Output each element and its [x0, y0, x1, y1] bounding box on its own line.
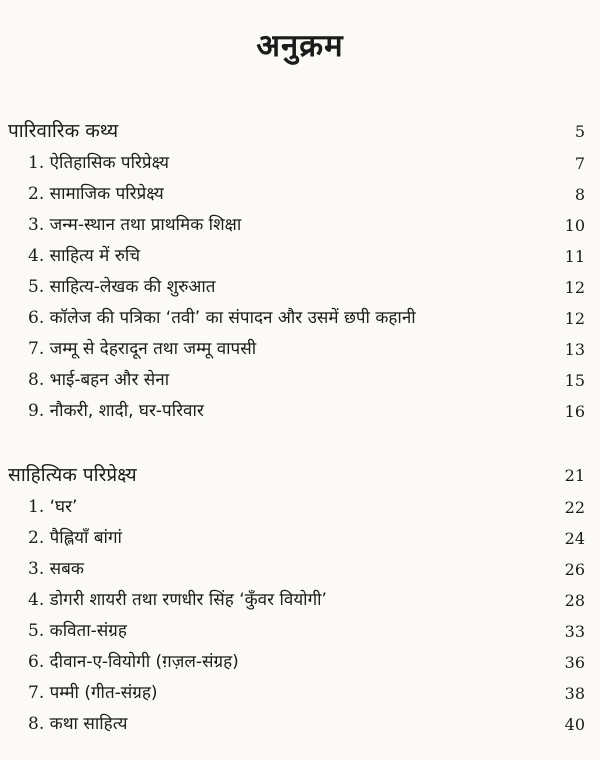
entry-title: भाई-बहन और सेना — [49, 370, 170, 390]
entry-title: साहित्य में रुचि — [49, 246, 141, 266]
section-heading-row — [0, 459, 600, 492]
toc-entry — [0, 272, 600, 303]
entry-page-number: 10 — [564, 216, 585, 235]
entry-title: ऐतिहासिक परिप्रेक्ष्य — [49, 153, 170, 173]
entry-number: 3. — [28, 215, 45, 235]
entry-page-number: 12 — [564, 278, 585, 297]
toc-entry — [0, 365, 600, 396]
toc-entry — [0, 678, 600, 709]
entry-page-number: 15 — [564, 371, 585, 390]
entry-page-number: 26 — [564, 560, 585, 579]
entry-page-number: 28 — [564, 591, 585, 610]
entry-number: 1. — [28, 153, 45, 173]
section-family — [0, 115, 600, 427]
toc-entry — [0, 179, 600, 210]
toc-entry — [0, 554, 600, 585]
entry-number: 1. — [28, 497, 45, 517]
entry-page-number: 7 — [574, 154, 585, 173]
entry-title: कविता-संग्रह — [49, 621, 127, 641]
section-heading: साहित्यिक परिप्रेक्ष्य — [8, 464, 137, 486]
toc-entry — [0, 241, 600, 272]
entry-number: 7. — [28, 683, 45, 703]
page-title: अनुक्रम — [256, 28, 344, 64]
entry-page-number: 11 — [564, 247, 585, 266]
entry-title: सबक — [49, 559, 84, 579]
entry-number: 4. — [28, 590, 45, 610]
entry-page-number: 40 — [564, 715, 585, 734]
entry-page-number: 16 — [564, 402, 585, 421]
toc-entry — [0, 303, 600, 334]
entry-page-number: 36 — [564, 653, 585, 672]
entry-title: जम्मू से देहरादून तथा जम्मू वापसी — [49, 339, 257, 359]
entry-title: जन्म-स्थान तथा प्राथमिक शिक्षा — [49, 215, 242, 235]
entry-number: 4. — [28, 246, 45, 266]
entry-number: 8. — [28, 370, 45, 390]
section-page-number: 21 — [564, 466, 585, 485]
entry-title: सामाजिक परिप्रेक्ष्य — [49, 184, 164, 204]
entry-title: डोगरी शायरी तथा रणधीर सिंह ‘कुँवर वियोगी’ — [49, 590, 327, 610]
toc-entry — [0, 647, 600, 678]
entry-number: 6. — [28, 308, 45, 328]
entry-page-number: 12 — [564, 309, 585, 328]
toc-entry — [0, 523, 600, 554]
entry-number: 7. — [28, 339, 45, 359]
toc-entry — [0, 616, 600, 647]
toc-entry — [0, 709, 600, 740]
entry-title: दीवान-ए-वियोगी (ग़ज़ल-संग्रह) — [49, 652, 239, 672]
entry-number: 3. — [28, 559, 45, 579]
section-page-number: 5 — [574, 122, 585, 141]
toc-entry — [0, 396, 600, 427]
entry-title: पम्मी (गीत-संग्रह) — [49, 683, 158, 703]
entry-number: 5. — [28, 621, 45, 641]
entry-number: 2. — [28, 184, 45, 204]
entry-page-number: 24 — [564, 529, 585, 548]
entry-page-number: 8 — [574, 185, 585, 204]
entry-page-number: 13 — [564, 340, 585, 359]
entry-page-number: 22 — [564, 498, 585, 517]
toc-entry — [0, 148, 600, 179]
entry-title: साहित्य-लेखक की शुरुआत — [49, 277, 216, 297]
toc-entry — [0, 210, 600, 241]
toc-entry — [0, 492, 600, 523]
section-heading-row — [0, 115, 600, 148]
toc-entry — [0, 334, 600, 365]
entry-number: 2. — [28, 528, 45, 548]
entry-page-number: 33 — [564, 622, 585, 641]
entry-title: कॉलेज की पत्रिका ‘तवी’ का संपादन और उसमें छपी कहानी — [49, 308, 416, 328]
section-heading: पारिवारिक कथ्य — [8, 120, 119, 142]
entry-title: ‘घर’ — [49, 497, 78, 517]
toc-entry — [0, 585, 600, 616]
entry-number: 5. — [28, 277, 45, 297]
entry-title: कथा साहित्य — [49, 714, 128, 734]
entry-title: नौकरी, शादी, घर-परिवार — [49, 401, 204, 421]
entry-title: पैह्लियाँ बांगां — [49, 528, 122, 548]
entry-page-number: 38 — [564, 684, 585, 703]
section-literary — [0, 459, 600, 740]
entry-number: 9. — [28, 401, 45, 421]
entry-number: 8. — [28, 714, 45, 734]
entry-number: 6. — [28, 652, 45, 672]
